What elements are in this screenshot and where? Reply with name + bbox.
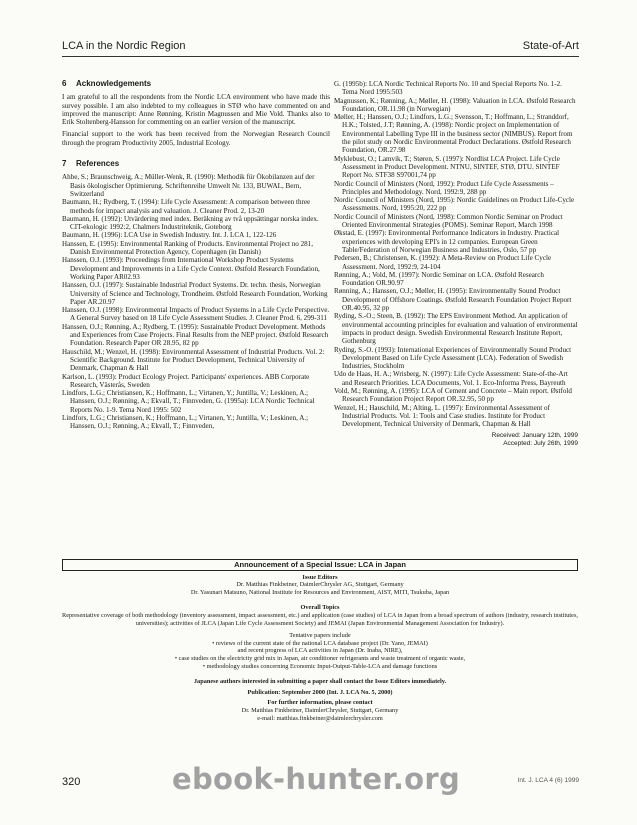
references-list-left (62, 173, 330, 430)
acknowledgements-paragraph: I am grateful to all the respondents from the Nordic LCA environment who have made this survey possible. I am also indebted to my colleagues in STØ who have commented on and improved the manuscript: Anne Rønning, Kristin Magnussen and Mie Vold. Thanks also to Erik Stoltenberg-Hansson for commenting on an earlier version of the manuscript. (62, 93, 330, 127)
running-header-section: State-of-Art (522, 40, 579, 52)
reference-item: Hanssen, O.J. (1997): Sustainable Industrial Product Systems. Dr. techn. thesis, Norwegian University of Science and Technology, Trondheim. Østfold Research Foundation, Working Paper AR.20.97 (62, 281, 328, 306)
contact-line: Dr. Matthias Finkbeiner, DaimlerChrysler, Stuttgart, Germany (241, 706, 399, 714)
reference-item: Nordic Council of Ministers (Nord, 1992): Product Life Cycle Assessments – Principles and Methodology. Nord, 1992:9, 288 pp (334, 179, 554, 196)
reference-item: Ahbe, S.; Braunschweig, A.; Müller-Wenk, R. (1990): Methodik für Ökobilanzen auf der Basis ökologischer Optimierung. Schriftenreihe Umwelt Nr. 133, BUWAL, Bern, Switzerland (62, 173, 315, 198)
received-date: Received: January 12th, 1999 (491, 432, 578, 440)
watermark: ebook-hunter.org (172, 762, 461, 796)
acknowledgements-paragraph: Financial support to the work has been received from the Norwegian Research Council through the program Productivity 2005, Industrial Ecology. (62, 130, 330, 147)
contact-label: For further information, please contact (267, 699, 373, 707)
reference-item: Myklebust, O.; Lamvik, T.; Støren, S. (1997): Nordlist LCA Project. Life Cycle Assessment in Product Development. NTNU, SINTEF, STØ, DTU. SINTEF Report No. STF38 S97001,74 pp (334, 154, 560, 180)
reference-item: Hanssen, O.J.; Rønning, A.; Rydberg, T. (1995): Sustainable Product Development. Methods and Experiences from Case Projects. Final Results from the NEP project. Østfold Research Foundation. Research Paper OR 28.95, 82 pp (62, 322, 329, 348)
reference-item: Ryding, S.-O.; Steen, B. (1992): The EPS Environment Method. An application of environmental accounting principles for evaluation and valuation of environmental impacts in product design. Swedish Environmental Research Institute Report, Gothenburg (334, 312, 578, 346)
reference-item: Hauschild, M.; Wenzel, H. (1998): Environmental Assessment of Industrial Products. Vol. 2: Scientific Background. Institute for Product Development, Technical University of Denmark, Chapman & Hall (62, 347, 325, 373)
reference-item: Lindfors, L.G.; Christiansen, K.; Hoffmann, L.; Virtanen, Y.; Juntilla, V.; Leskinen, A.; Hanssen, O.J.; Rønning, A.; Ekvall, T.; Finnveden, G. (1995a): LCA Nordic Technical Reports No. 1-9. Tema Nord 1995: 502 (62, 389, 315, 414)
reference-item: Baumann, H.; Rydberg, T. (1994): Life Cycle Assessment: A comparison between three methods for impact analysis and valuation. J. Cleaner Prod. 2, 13-20 (62, 198, 311, 215)
reference-item: Vold, M.; Rønning, A. (1995): LCA of Cement and Concrete – Main report. Østfold Research Foundation Project Report OR.32.95, 50 pp (334, 386, 572, 404)
issue-editors-label: Issue Editors (302, 573, 338, 581)
reference-item: Hanssen, O.J. (1993): Proceedings from International Workshop Product Systems Development and Improvements in a Life Cycle Context. Østfold Research Foundation, Working Paper AR02.93 (62, 256, 320, 281)
reference-item: Rønning, A.; Hanssen, O.J.; Møller, H. (1995): Environmentally Sound Product Development of Offshore Coatings. Østfold Research Foundation Project Report OR.40.95, 32 pp (334, 287, 572, 313)
header-rule (62, 56, 579, 57)
reference-item: Møller, H.; Hanssen, O.J.; Lindfors, L.G.; Svensson, T.; Hoffmann, L.; Stranddorf, H.K.; Tolsted, J.T; Rønning, A. (1998): Nordic project on Implementation of Environmental Labelling Type III in the business sector (NIMBUS). Report from the pilot study on Nordic Environmental Product Declarations. Østfold Research Foundation, OR.27.98 (334, 113, 573, 155)
page-number: 320 (62, 776, 81, 788)
reference-item: Økstad, E. (1997): Environmental Performance Indicators in Industry. Practical experiences with developing EPI's in 12 companies. European Green Table/Federation of Norwegian Business and Industries, Oslo, 57 pp (334, 229, 560, 254)
left-column (62, 80, 330, 431)
journal-citation: Int. J. LCA 4 (6) 1999 (517, 777, 579, 784)
references-heading: 7 References (62, 159, 120, 169)
reference-item: Nordic Council of Ministers (Nord, 1998): Common Nordic Seminar on Product Oriented Environmental Strategies (POMS). Seminar Report, March 1998 (334, 212, 563, 230)
accepted-date: Accepted: July 26th, 1999 (503, 440, 578, 448)
right-column (334, 80, 578, 448)
announcement-title: Announcement of a Special Issue: LCA in Japan (62, 559, 578, 571)
invite-text: Japanese authors interested in submitting a paper shall contact the Issue Editors immediately. (193, 678, 447, 686)
reference-item: Rønning, A.; Vold, M. (1997): Nordic Seminar on LCA. Østfold Research Foundation OR.90.97 (334, 270, 544, 288)
issue-editor: Dr. Yasunari Matsuno, National Institute for Resources and Environment, AIST, MITI, Tsukuba, Japan (190, 588, 450, 596)
tentative-papers-label: Tentative papers include (289, 632, 351, 640)
tentative-paper-item: • reviews of the current state of the national LCA database project (Dr. Yano, JEMAI) (212, 639, 428, 647)
reference-item: Karlson, L. (1993): Product Ecology Project. Participants' experiences. ABB Corporate Research, Västerås, Sweden (62, 372, 310, 389)
reference-item: Lindfors, L.G.; Christiansen, K.; Hoffmann, L.; Virtanen, Y.; Juntilla, V.; Leskinen, A.; Hanssen, O.J.; Rønning, A.; Ekvall, T.; Finnveden, (62, 413, 309, 431)
overall-topics-text: Representative coverage of both methodology (inventory assessment, impact assessment, etc.) and application (case studies) of LCA in Japan from a broad spectrum of authors (industry, research institutes, universities); activities of JLCA (Japan Life Cycle Assessment Society) and JEMAI (Japan Environmental Management Association for Industry). (62, 611, 578, 627)
reference-item: G. (1995b): LCA Nordic Technical Reports No. 10 and Special Reports No. 1-2. Tema Nord 1995:503 (334, 80, 562, 97)
reference-item: Ryding, S.-O. (1993): International Experiences of Environmentally Sound Product Development Based on Life Cycle Assessment (LCA). Federation of Swedish Industries, Stockholm (334, 345, 572, 371)
publication-info: Publication: September 2000 (Int. J. LCA No. 5, 2000) (247, 688, 393, 696)
special-issue-announcement (62, 559, 578, 722)
overall-topics-label: Overall Topics (300, 604, 340, 612)
references-list-right (334, 80, 578, 428)
reference-item: Magnussen, K.; Rønning, A.; Møller, H. (1998): Valuation in LCA. Østfold Research Foundation, OR.11.98 (in Norwegian) (334, 96, 576, 113)
issue-editor: Dr. Matthias Finkbeiner, DaimlerChrysler AG, Stuttgart, Germany (236, 581, 404, 589)
article-dates (334, 432, 578, 448)
reference-item: Udo de Haas, H. A.; Wrisberg, N. (1997): Life Cycle Assessment: State-of-the-Art and Research Priorities. LCA Documents, Vol. 1. Eco-Informa Press, Bayreuth (334, 370, 568, 387)
reference-item: Baumann, H. (1996): LCA Use in Swedish Industry. Int. J. LCA 1, 122-126 (62, 231, 277, 240)
reference-item: Wenzel, H.; Hauschild, M.; Alting, L. (1997): Environmental Assessment of Industrial Products. Vol. 1: Tools and Case studies. Institute for Product Development, Technical University of Denmark, Chapman & Hall (334, 403, 550, 429)
reference-item: Hanssen, E. (1995): Environmental Ranking of Products. Environmental Project no 281, Danish Environmental Protection Agency, Copenhagen (in Danish) (62, 239, 313, 257)
contact-email: e-mail: matthias.finkbeiner@daimlerchrysler.com (257, 714, 383, 722)
reference-item: Nordic Council of Ministers (Nord, 1995): Nordic Guidelines on Product Life-Cycle Assessments. Nord, 1995:20, 222 pp (334, 196, 575, 213)
reference-item: Baumann, H. (1992): Utvärdering med index. Beräkning av två uppsättingar norska index. CIT-ekologic 1992:2, Chalmers Industriteknik, Goteborg (62, 214, 319, 232)
tentative-paper-item: • methodology studies concerning Economic Input-Output-Table-LCA and damage functions (202, 662, 438, 670)
reference-item: Hanssen, O.J. (1998): Environmental Impacts of Product Systems in a Life Cycle Perspective. A General Survey based on 18 Life Cycle Assessment Studies. J. Cleaner Prod. 6, 299-311 (62, 306, 330, 323)
tentative-paper-item: and recent progress of LCA activities in Japan (Dr. Inaba, NIRE), (237, 647, 403, 655)
acknowledgements-heading: 6 Acknowledgements (62, 79, 152, 88)
reference-item: Pedersen, B.; Christensen, K. (1992): A Meta-Review on Product Life Cycle Assessment. Nord, 1992:9, 24-104 (334, 254, 552, 271)
running-header-title: LCA in the Nordic Region (62, 40, 186, 52)
tentative-paper-item: • case studies on the electricity grid mix in Japan, air conditioner refrigerants and waste treatment of organic waste, (174, 654, 466, 662)
